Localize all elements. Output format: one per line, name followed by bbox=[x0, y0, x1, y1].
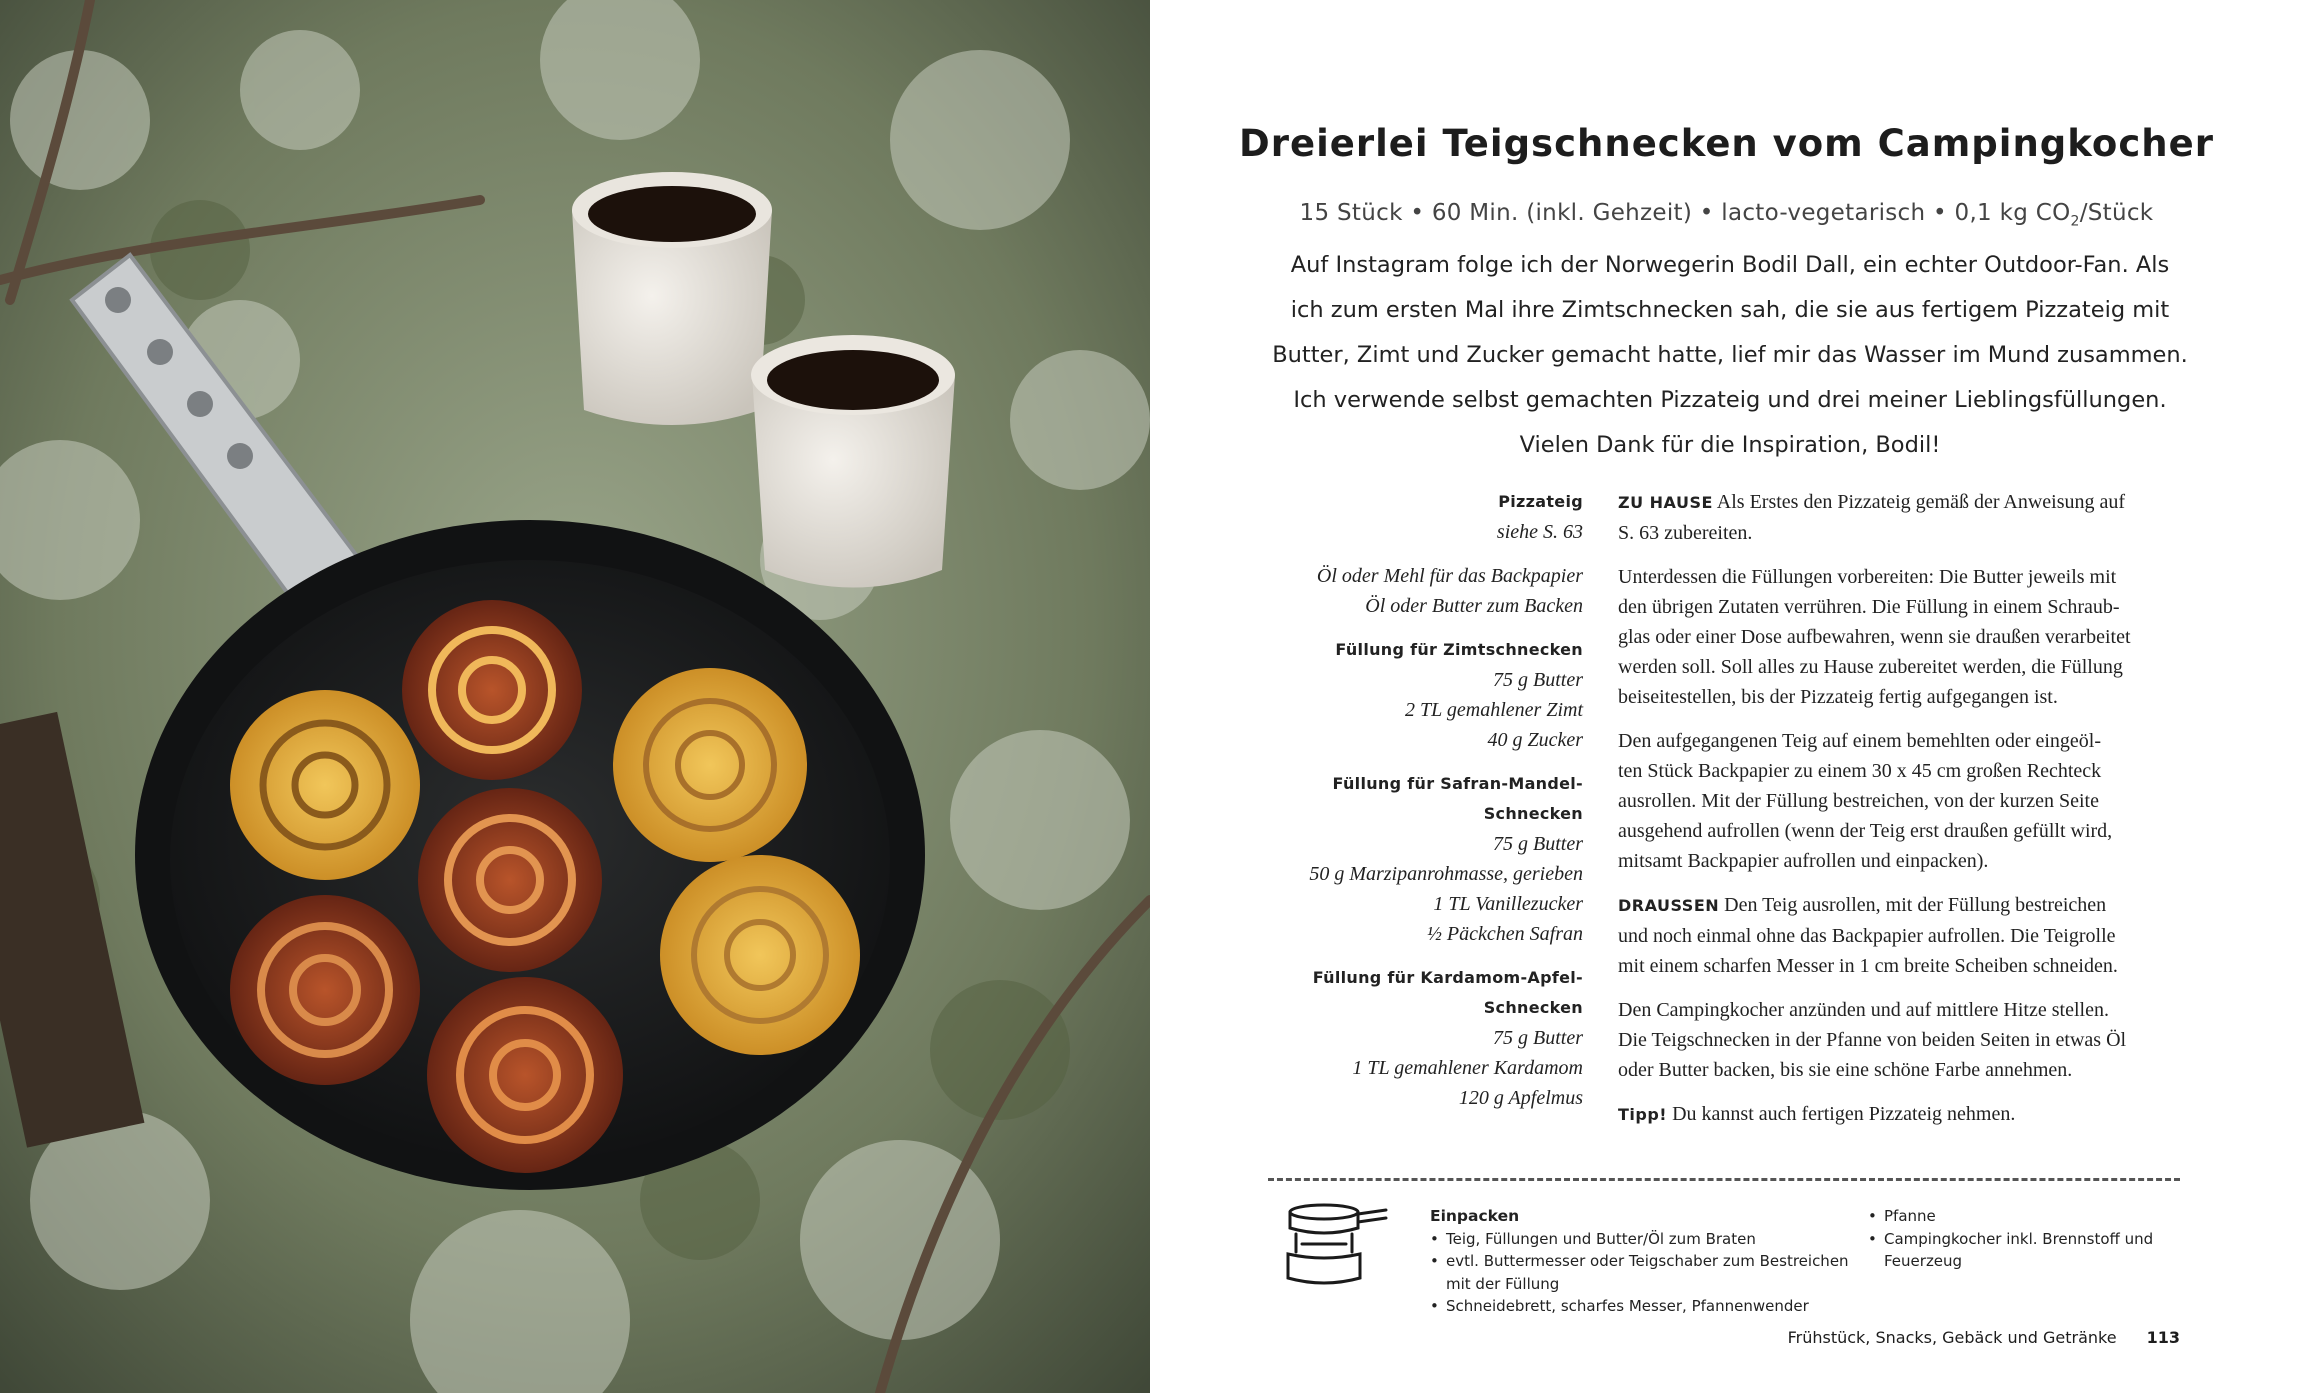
recipe-photo bbox=[0, 0, 1150, 1393]
method-line bbox=[1618, 1099, 2178, 1130]
packing-item: • Campingkocher inkl. Brennstoff und Feuerzeug bbox=[1868, 1228, 2168, 1273]
meta-separator: • bbox=[1699, 200, 1714, 226]
ingredient-item: 1 TL gemahlener Kardamom bbox=[1352, 1057, 1583, 1079]
method-line: und noch einmal ohne das Backpapier aufrollen. Die Teigrolle bbox=[1618, 925, 2116, 947]
ingredient-heading: Füllung für Safran-Mandel- bbox=[1332, 774, 1583, 793]
recipe-time: 60 Min. (inkl. Gehzeit) bbox=[1431, 200, 1693, 226]
method-line: Unterdessen die Füllungen vorbereiten: Die Butter jeweils mit bbox=[1618, 566, 2117, 588]
co2-unit: /Stück bbox=[2079, 200, 2154, 226]
method-line bbox=[1618, 487, 2178, 518]
method-text: Den Teig ausrollen, mit der Füllung bestreichen bbox=[1724, 894, 2107, 916]
method-line: ausgehend aufrollen (wenn der Teig erst draußen gefüllt wird, bbox=[1618, 820, 2113, 842]
method-line: Den aufgegangenen Teig auf einem bemehlten oder eingeöl- bbox=[1618, 730, 2102, 752]
recipe-diet: lacto-vegetarisch bbox=[1721, 200, 1926, 226]
method-line: Die Teigschnecken in der Pfanne von beiden Seiten in etwas Öl bbox=[1618, 1029, 2127, 1051]
step-keyword: ZU HAUSE bbox=[1618, 493, 1713, 512]
method-line: den übrigen Zutaten verrühren. Die Füllung in einem Schraub- bbox=[1618, 596, 2120, 618]
method-line: oder Butter backen, bis sie eine schöne Farbe annehmen. bbox=[1618, 1059, 2073, 1081]
recipe-yield: 15 Stück bbox=[1299, 200, 1403, 226]
ingredient-group bbox=[1150, 963, 1583, 1113]
recipe-title: Dreierlei Teigschnecken vom Campingkocher bbox=[1239, 122, 2214, 165]
ingredient-item: 75 g Butter bbox=[1493, 669, 1583, 691]
ingredient-heading: Füllung für Kardamom-Apfel- bbox=[1312, 968, 1583, 987]
method-line: glas oder einer Dose aufbewahren, wenn sie draußen verarbeitet bbox=[1618, 626, 2131, 648]
method-line: beiseitestellen, bis der Pizzateig fertig aufgegangen ist. bbox=[1618, 686, 2058, 708]
method-line: ten Stück Backpapier zu einem 30 x 45 cm großen Rechteck bbox=[1618, 760, 2102, 782]
method-line bbox=[1618, 890, 2178, 921]
page-number: 113 bbox=[2146, 1328, 2180, 1347]
intro-line: ich zum ersten Mal ihre Zimtschnecken sah, die sie aus fertigem Pizzateig mit bbox=[1290, 297, 2170, 323]
section-divider bbox=[1268, 1178, 2180, 1181]
coffee-cup-back bbox=[572, 172, 772, 425]
ingredient-heading: Füllung für Zimtschnecken bbox=[1335, 640, 1583, 659]
ingredient-list bbox=[1150, 487, 1583, 1127]
ingredient-item: Öl oder Butter zum Backen bbox=[1365, 595, 1583, 617]
packing-item: • Teig, Füllungen und Butter/Öl zum Braten bbox=[1430, 1228, 1850, 1251]
packing-heading: Einpacken bbox=[1430, 1207, 1520, 1225]
packing-item: • evtl. Buttermesser oder Teigschaber zum Bestreichen mit der Füllung bbox=[1430, 1250, 1850, 1295]
packing-item: • Schneidebrett, scharfes Messer, Pfannenwender bbox=[1430, 1295, 1850, 1318]
ingredient-item: 75 g Butter bbox=[1493, 1027, 1583, 1049]
ingredient-group bbox=[1150, 561, 1583, 621]
co2-subscript: 2 bbox=[2070, 213, 2080, 230]
packing-list-left bbox=[1430, 1205, 1850, 1318]
method-line: Den Campingkocher anzünden und auf mittlere Hitze stellen. bbox=[1618, 999, 2109, 1021]
method-line: ausrollen. Mit der Füllung bestreichen, von der kurzen Seite bbox=[1618, 790, 2099, 812]
meta-separator: • bbox=[1410, 200, 1425, 226]
ingredient-item: 75 g Butter bbox=[1493, 833, 1583, 855]
food-photo-illustration bbox=[0, 0, 1150, 1393]
intro-line: Vielen Dank für die Inspiration, Bodil! bbox=[1519, 432, 1941, 458]
ingredient-item: Öl oder Mehl für das Backpapier bbox=[1316, 565, 1583, 587]
method-step bbox=[1618, 487, 2178, 548]
ingredient-item: 120 g Apfelmus bbox=[1458, 1087, 1583, 1109]
method-step bbox=[1618, 890, 2178, 981]
method-line: werden soll. Soll alles zu Hause zubereitet werden, die Füllung bbox=[1618, 656, 2123, 678]
ingredient-heading: Schnecken bbox=[1483, 804, 1583, 823]
recipe-meta bbox=[1150, 200, 2303, 230]
ingredient-group bbox=[1150, 769, 1583, 949]
ingredient-item: 40 g Zucker bbox=[1487, 729, 1583, 751]
ingredient-group bbox=[1150, 487, 1583, 547]
ingredient-heading: Schnecken bbox=[1483, 998, 1583, 1017]
method-tip bbox=[1618, 1099, 2178, 1130]
method-line: mitsamt Backpapier aufrollen und einpacken). bbox=[1618, 850, 1989, 872]
intro-line: Auf Instagram folge ich der Norwegerin Bodil Dall, ein echter Outdoor-Fan. Als bbox=[1290, 252, 2170, 278]
step-keyword: DRAUSSEN bbox=[1618, 896, 1720, 915]
method-step bbox=[1618, 726, 2178, 876]
ingredient-item: 50 g Marzipanrohmasse, gerieben bbox=[1309, 863, 1583, 885]
method-steps bbox=[1618, 487, 2178, 1144]
chapter-title: Frühstück, Snacks, Gebäck und Getränke bbox=[1787, 1328, 2117, 1347]
recipe-intro bbox=[1260, 243, 2200, 468]
intro-line: Butter, Zimt und Zucker gemacht hatte, lief mir das Wasser im Mund zusammen. bbox=[1272, 342, 2188, 368]
recipe-co2 bbox=[1954, 200, 2154, 230]
packing-list-right bbox=[1868, 1205, 2168, 1273]
co2-value: 0,1 kg CO bbox=[1954, 200, 2071, 226]
ingredient-heading: Pizzateig bbox=[1498, 492, 1583, 511]
camping-stove-icon bbox=[1282, 1198, 1392, 1288]
meta-separator: • bbox=[1933, 200, 1947, 226]
method-step bbox=[1618, 562, 2178, 712]
page-footer bbox=[1700, 1328, 2180, 1347]
ingredient-item: 1 TL Vanillezucker bbox=[1433, 893, 1583, 915]
method-text: Als Erstes den Pizzateig gemäß der Anweisung auf bbox=[1716, 491, 2126, 513]
intro-line: Ich verwende selbst gemachten Pizzateig und drei meiner Lieblingsfüllungen. bbox=[1293, 387, 2167, 413]
method-text: Du kannst auch fertigen Pizzateig nehmen. bbox=[1672, 1103, 2016, 1125]
ingredient-item: siehe S. 63 bbox=[1496, 521, 1583, 543]
method-line: mit einem scharfen Messer in 1 cm breite Scheiben schneiden. bbox=[1618, 955, 2118, 977]
ingredient-item: 2 TL gemahlener Zimt bbox=[1405, 699, 1583, 721]
ingredient-item: ½ Päckchen Safran bbox=[1426, 923, 1583, 945]
method-step bbox=[1618, 995, 2178, 1085]
packing-item: • Pfanne bbox=[1868, 1205, 2168, 1228]
coffee-cup-front bbox=[751, 335, 955, 588]
tip-keyword: Tipp! bbox=[1618, 1105, 1668, 1124]
ingredient-group bbox=[1150, 635, 1583, 755]
method-line: S. 63 zubereiten. bbox=[1618, 522, 1753, 544]
